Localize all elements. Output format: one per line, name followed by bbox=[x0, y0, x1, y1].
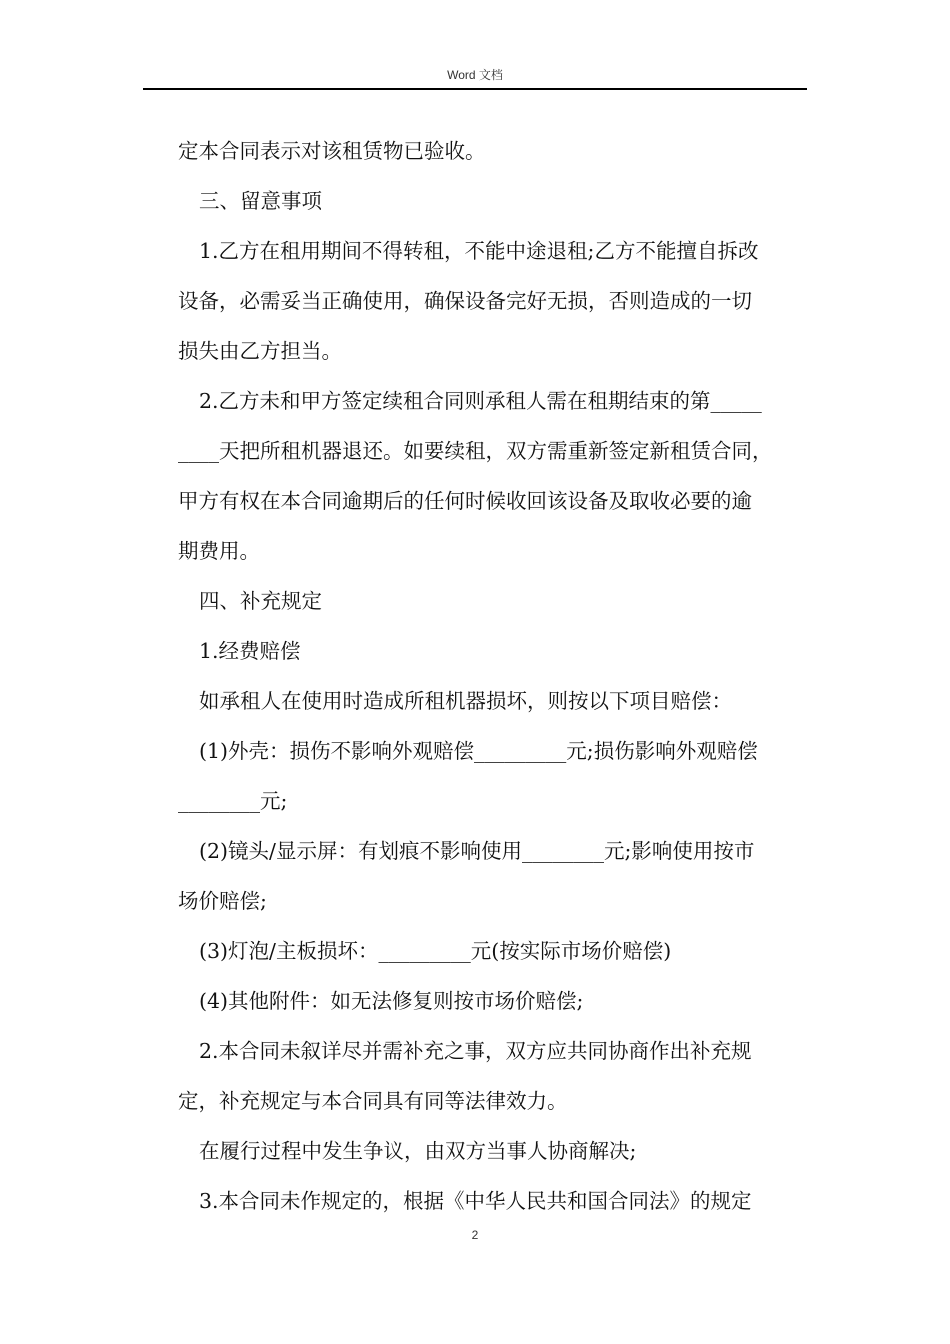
subsection-heading: 1.经费赔偿 bbox=[199, 639, 301, 663]
text-line: 在履行过程中发生争议，由双方当事人协商解决; bbox=[199, 1139, 637, 1163]
text-line: 2.乙方未和甲方签定续租合同则承租人需在租期结束的第_____ bbox=[199, 389, 762, 413]
text-line: (2)镜头/显示屏：有划痕不影响使用________元;影响使用按市 bbox=[199, 839, 755, 863]
text-line: 2.本合同未叙详尽并需补充之事，双方应共同协商作出补充规 bbox=[199, 1039, 752, 1063]
section-heading: 四、补充规定 bbox=[199, 589, 322, 613]
text-line: ____天把所租机器退还。如要续租，双方需重新签定新租赁合同， bbox=[178, 439, 773, 463]
text-line: 定本合同表示对该租赁物已验收。 bbox=[178, 139, 486, 163]
text-line: 设备，必需妥当正确使用，确保设备完好无损，否则造成的一切 bbox=[178, 289, 752, 313]
section-heading: 三、留意事项 bbox=[199, 189, 322, 213]
text-line: 场价赔偿; bbox=[178, 889, 267, 913]
page-number: 2 bbox=[471, 1228, 479, 1242]
document-body bbox=[178, 126, 818, 1226]
header-divider bbox=[143, 88, 807, 90]
text-line: (4)其他附件：如无法修复则按市场价赔偿; bbox=[199, 989, 584, 1013]
text-line: 3.本合同未作规定的，根据《中华人民共和国合同法》的规定 bbox=[199, 1189, 752, 1213]
text-line: (3)灯泡/主板损坏：_________元(按实际市场价赔偿) bbox=[199, 939, 672, 963]
text-line: 损失由乙方担当。 bbox=[178, 339, 342, 363]
text-line: 定，补充规定与本合同具有同等法律效力。 bbox=[178, 1089, 568, 1113]
text-line: 甲方有权在本合同逾期后的任何时候收回该设备及取收必要的逾 bbox=[178, 489, 752, 513]
page-header: Word 文档 bbox=[447, 68, 503, 82]
text-line: (1)外壳：损伤不影响外观赔偿_________元;损伤影响外观赔偿 bbox=[199, 739, 758, 763]
text-line: ________元; bbox=[178, 789, 288, 813]
text-line: 如承租人在使用时造成所租机器损坏，则按以下项目赔偿： bbox=[199, 689, 732, 713]
text-line: 期费用。 bbox=[178, 539, 260, 563]
text-line: 1.乙方在租用期间不得转租，不能中途退租;乙方不能擅自拆改 bbox=[199, 239, 759, 263]
